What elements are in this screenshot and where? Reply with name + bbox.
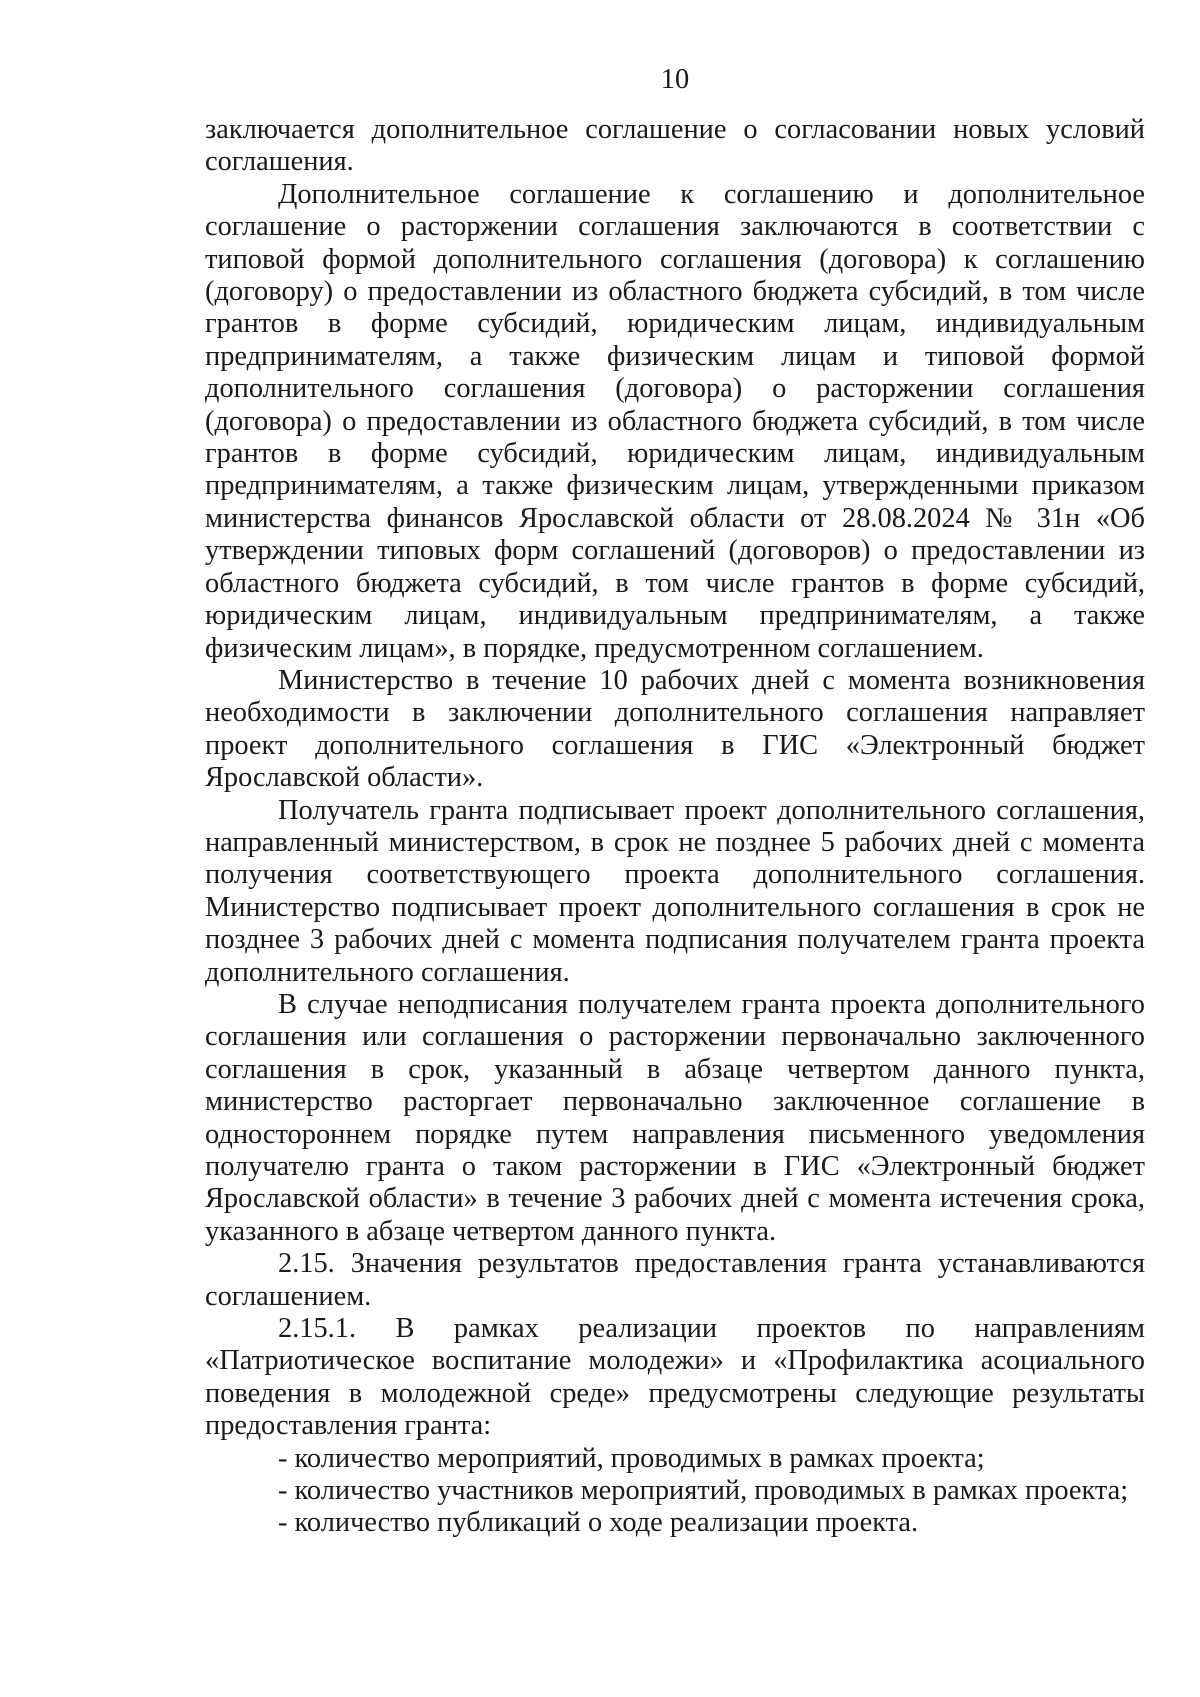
paragraph-2-15-1: 2.15.1. В рамках реализации проектов по направлениям «Патриотическое воспитание молодежи» и «Профилактика асоциального поведения в молодежной среде» предусмотрены следующие результаты предоставления гранта: [205, 1313, 1145, 1442]
paragraph-continuation: заключается дополнительное соглашение о согласовании новых условий соглашения. [205, 114, 1145, 178]
document-page [205, 60, 1145, 1540]
paragraph-termination: В случае неподписания получателем гранта проекта дополнительного соглашения или соглашения о расторжении первоначально заключенного соглашения в срок, указанный в абзаце четвертом данного пункта, министерство расторгает первоначально заключенное соглашение в одностороннем порядке путем направления письменного уведомления получателю гранта о таком расторжении в ГИС «Электронный бюджет Ярославской области» в течение 3 рабочих дней с момента истечения срока, указанного в абзаце четвертом данного пункта. [205, 988, 1145, 1247]
paragraph-additional-agreement-forms: Дополнительное соглашение к соглашению и дополнительное соглашение о расторжении соглашения заключаются в соответствии с типовой формой дополнительного соглашения (договора) к соглашению (договору) о предоставлении из областного бюджета субсидий, в том числе грантов в форме субсидий, юридическим лицам, индивидуальным предпринимателям, а также физическим лицам и типовой формой дополнительного соглашения (договора) о расторжении соглашения (договора) о предоставлении из областного бюджета субсидий, в том числе грантов в форме субсидий, юридическим лицам, индивидуальным предпринимателям, а также физическим лицам, утвержденными приказом министерства финансов Ярославской области от 28.08.2024 № 31н «Об утверждении типовых форм соглашений (договоров) о предоставлении из областного бюджета субсидий, в том числе грантов в форме субсидий, юридическим лицам, индивидуальным предпринимателям, а также физическим лицам», в порядке, предусмотренном соглашением. [205, 178, 1145, 664]
list-item: - количество участников мероприятий, проводимых в рамках проекта; [278, 1475, 1129, 1507]
page-number: 10 [660, 64, 690, 95]
list-item: - количество публикаций о ходе реализации проекта. [278, 1507, 919, 1539]
paragraph-recipient-signing: Получатель гранта подписывает проект дополнительного соглашения, направленный министерством, в срок не позднее 5 рабочих дней с момента получения соответствующего проекта дополнительного соглашения. Министерство подписывает проект дополнительного соглашения в срок не позднее 3 рабочих дней с момента подписания получателем гранта проекта дополнительного соглашения. [205, 794, 1145, 988]
list-item: - количество мероприятий, проводимых в рамках проекта; [278, 1442, 985, 1474]
paragraph-2-15: 2.15. Значения результатов предоставления гранта устанавливаются соглашением. [205, 1248, 1145, 1312]
paragraph-ministry-draft: Министерство в течение 10 рабочих дней с момента возникновения необходимости в заключении дополнительного соглашения направляет проект дополнительного соглашения в ГИС «Электронный бюджет Ярославской области». [205, 664, 1145, 794]
